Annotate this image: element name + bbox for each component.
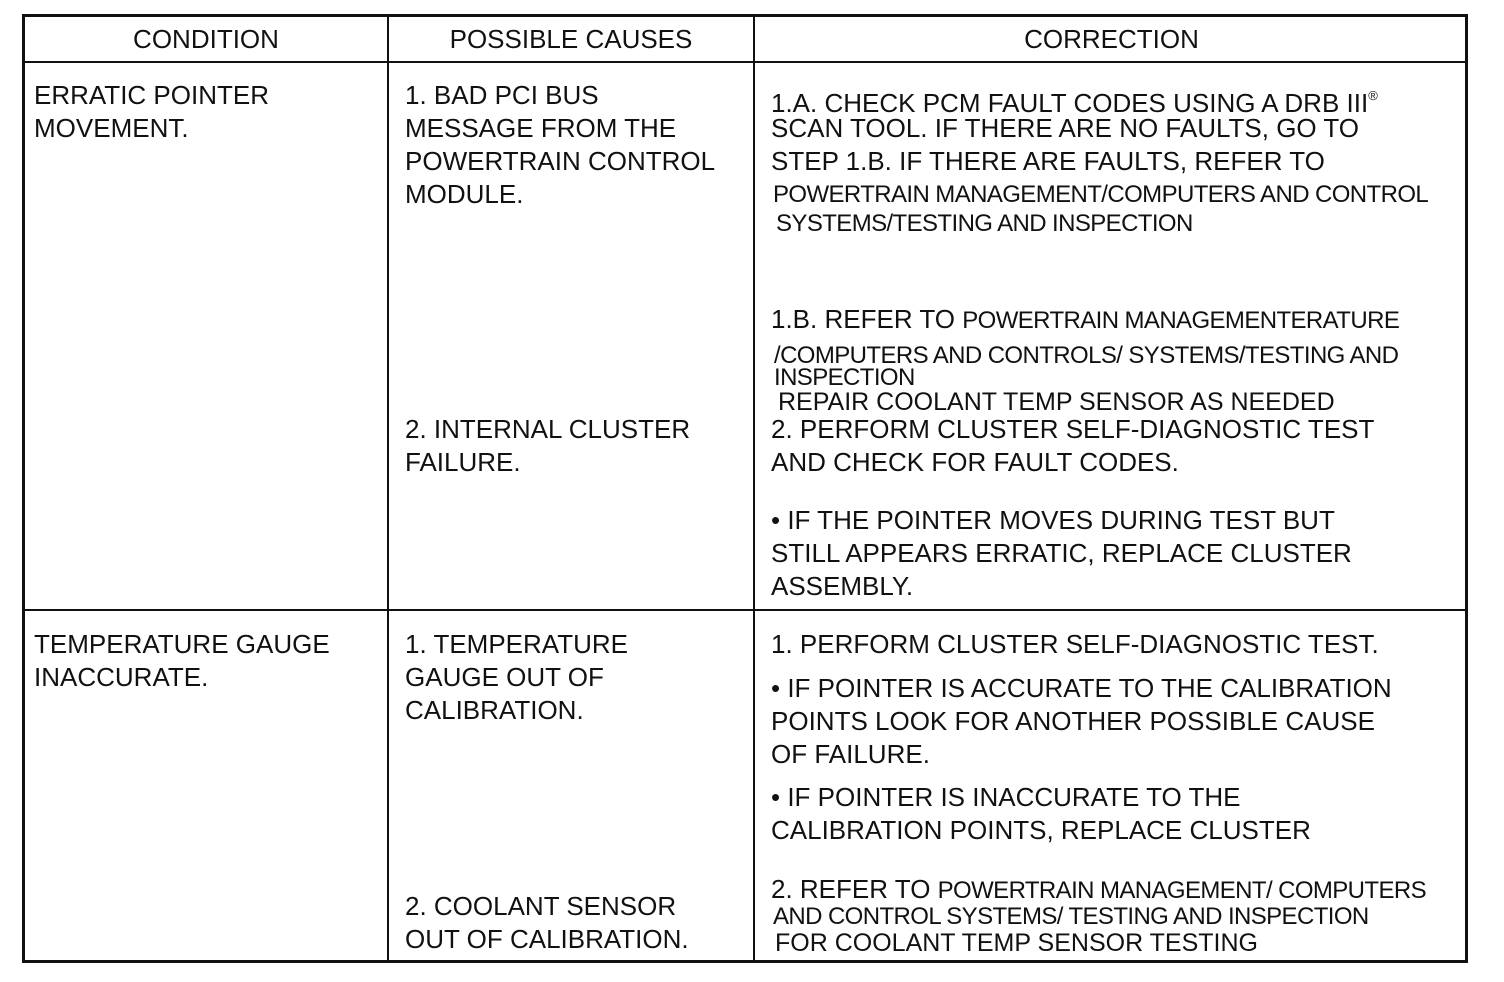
row1-condition: ERRATIC POINTER MOVEMENT.	[34, 80, 269, 143]
row1-cause-1: 1. BAD PCI BUS MESSAGE FROM THE POWERTRAIN CONTROL MODULE.	[405, 80, 716, 209]
row2-correction-2	[771, 873, 1426, 906]
row1-correction-1b-lead: 1.B. REFER TO	[771, 304, 963, 334]
header-divider	[25, 61, 1465, 63]
row2-correction-1-bullet-2: • IF POINTER IS INACCURATE TO THE CALIBRATION POINTS, REPLACE CLUSTER	[771, 782, 1311, 845]
row1-correction-2-bullet: • IF THE POINTER MOVES DURING TEST BUT STILL APPEARS ERRATIC, REPLACE CLUSTER ASSEMBLY.	[771, 505, 1352, 601]
column-divider-1	[387, 17, 389, 960]
row1-correction-1b-tail: REPAIR COOLANT TEMP SENSOR AS NEEDED	[778, 388, 1335, 416]
row1-cause-2: 2. INTERNAL CLUSTER FAILURE.	[405, 414, 691, 477]
row1-correction-1a-ref1: POWERTRAIN MANAGEMENT/COMPUTERS AND CONTROL	[773, 181, 1429, 208]
row2-correction-2-tail: FOR COOLANT TEMP SENSOR TESTING	[775, 929, 1258, 957]
row2-correction-1-bullet-1: • IF POINTER IS ACCURATE TO THE CALIBRATION POINTS LOOK FOR ANOTHER POSSIBLE CAUSE OF FAILURE.	[771, 673, 1392, 769]
row1-correction-1b	[771, 303, 1399, 336]
row1-correction-2: 2. PERFORM CLUSTER SELF-DIAGNOSTIC TEST AND CHECK FOR FAULT CODES.	[771, 414, 1375, 477]
row2-correction-2-ref2: AND CONTROL SYSTEMS/ TESTING AND INSPECTION	[773, 903, 1369, 930]
row1-correction-1b-ref2: /COMPUTERS AND CONTROLS/ SYSTEMS/TESTING AND	[774, 342, 1399, 369]
row-divider	[25, 609, 1465, 611]
column-divider-2	[753, 17, 755, 960]
row2-correction-2-ref: POWERTRAIN MANAGEMENT/ COMPUTERS	[937, 877, 1427, 904]
row1-correction-1b-ref: POWERTRAIN MANAGEMENTERATURE	[962, 307, 1400, 334]
row1-correction-1b-ref3: INSPECTION	[774, 364, 915, 391]
diagnosis-table	[22, 14, 1468, 963]
row1-correction-1a-ref2: SYSTEMS/TESTING AND INSPECTION	[776, 210, 1193, 237]
header-condition: CONDITION	[133, 24, 279, 54]
header-causes: POSSIBLE CAUSES	[449, 24, 693, 54]
row2-correction-2-lead: 2. REFER TO	[771, 874, 938, 904]
row2-cause-1: 1. TEMPERATURE GAUGE OUT OF CALIBRATION.	[405, 629, 628, 725]
row1-correction-1a-main: 1.A. CHECK PCM FAULT CODES USING A DRB III	[771, 88, 1369, 118]
registered-mark: ®	[1368, 88, 1378, 103]
row1-correction-1a-rest: SCAN TOOL. IF THERE ARE NO FAULTS, GO TO STEP 1.B. IF THERE ARE FAULTS, REFER TO	[771, 113, 1360, 176]
row2-condition: TEMPERATURE GAUGE INACCURATE.	[34, 629, 330, 692]
row2-cause-2: 2. COOLANT SENSOR OUT OF CALIBRATION.	[405, 891, 689, 954]
row2-correction-1: 1. PERFORM CLUSTER SELF-DIAGNOSTIC TEST.	[771, 629, 1379, 659]
header-correction: CORRECTION	[1024, 24, 1199, 54]
